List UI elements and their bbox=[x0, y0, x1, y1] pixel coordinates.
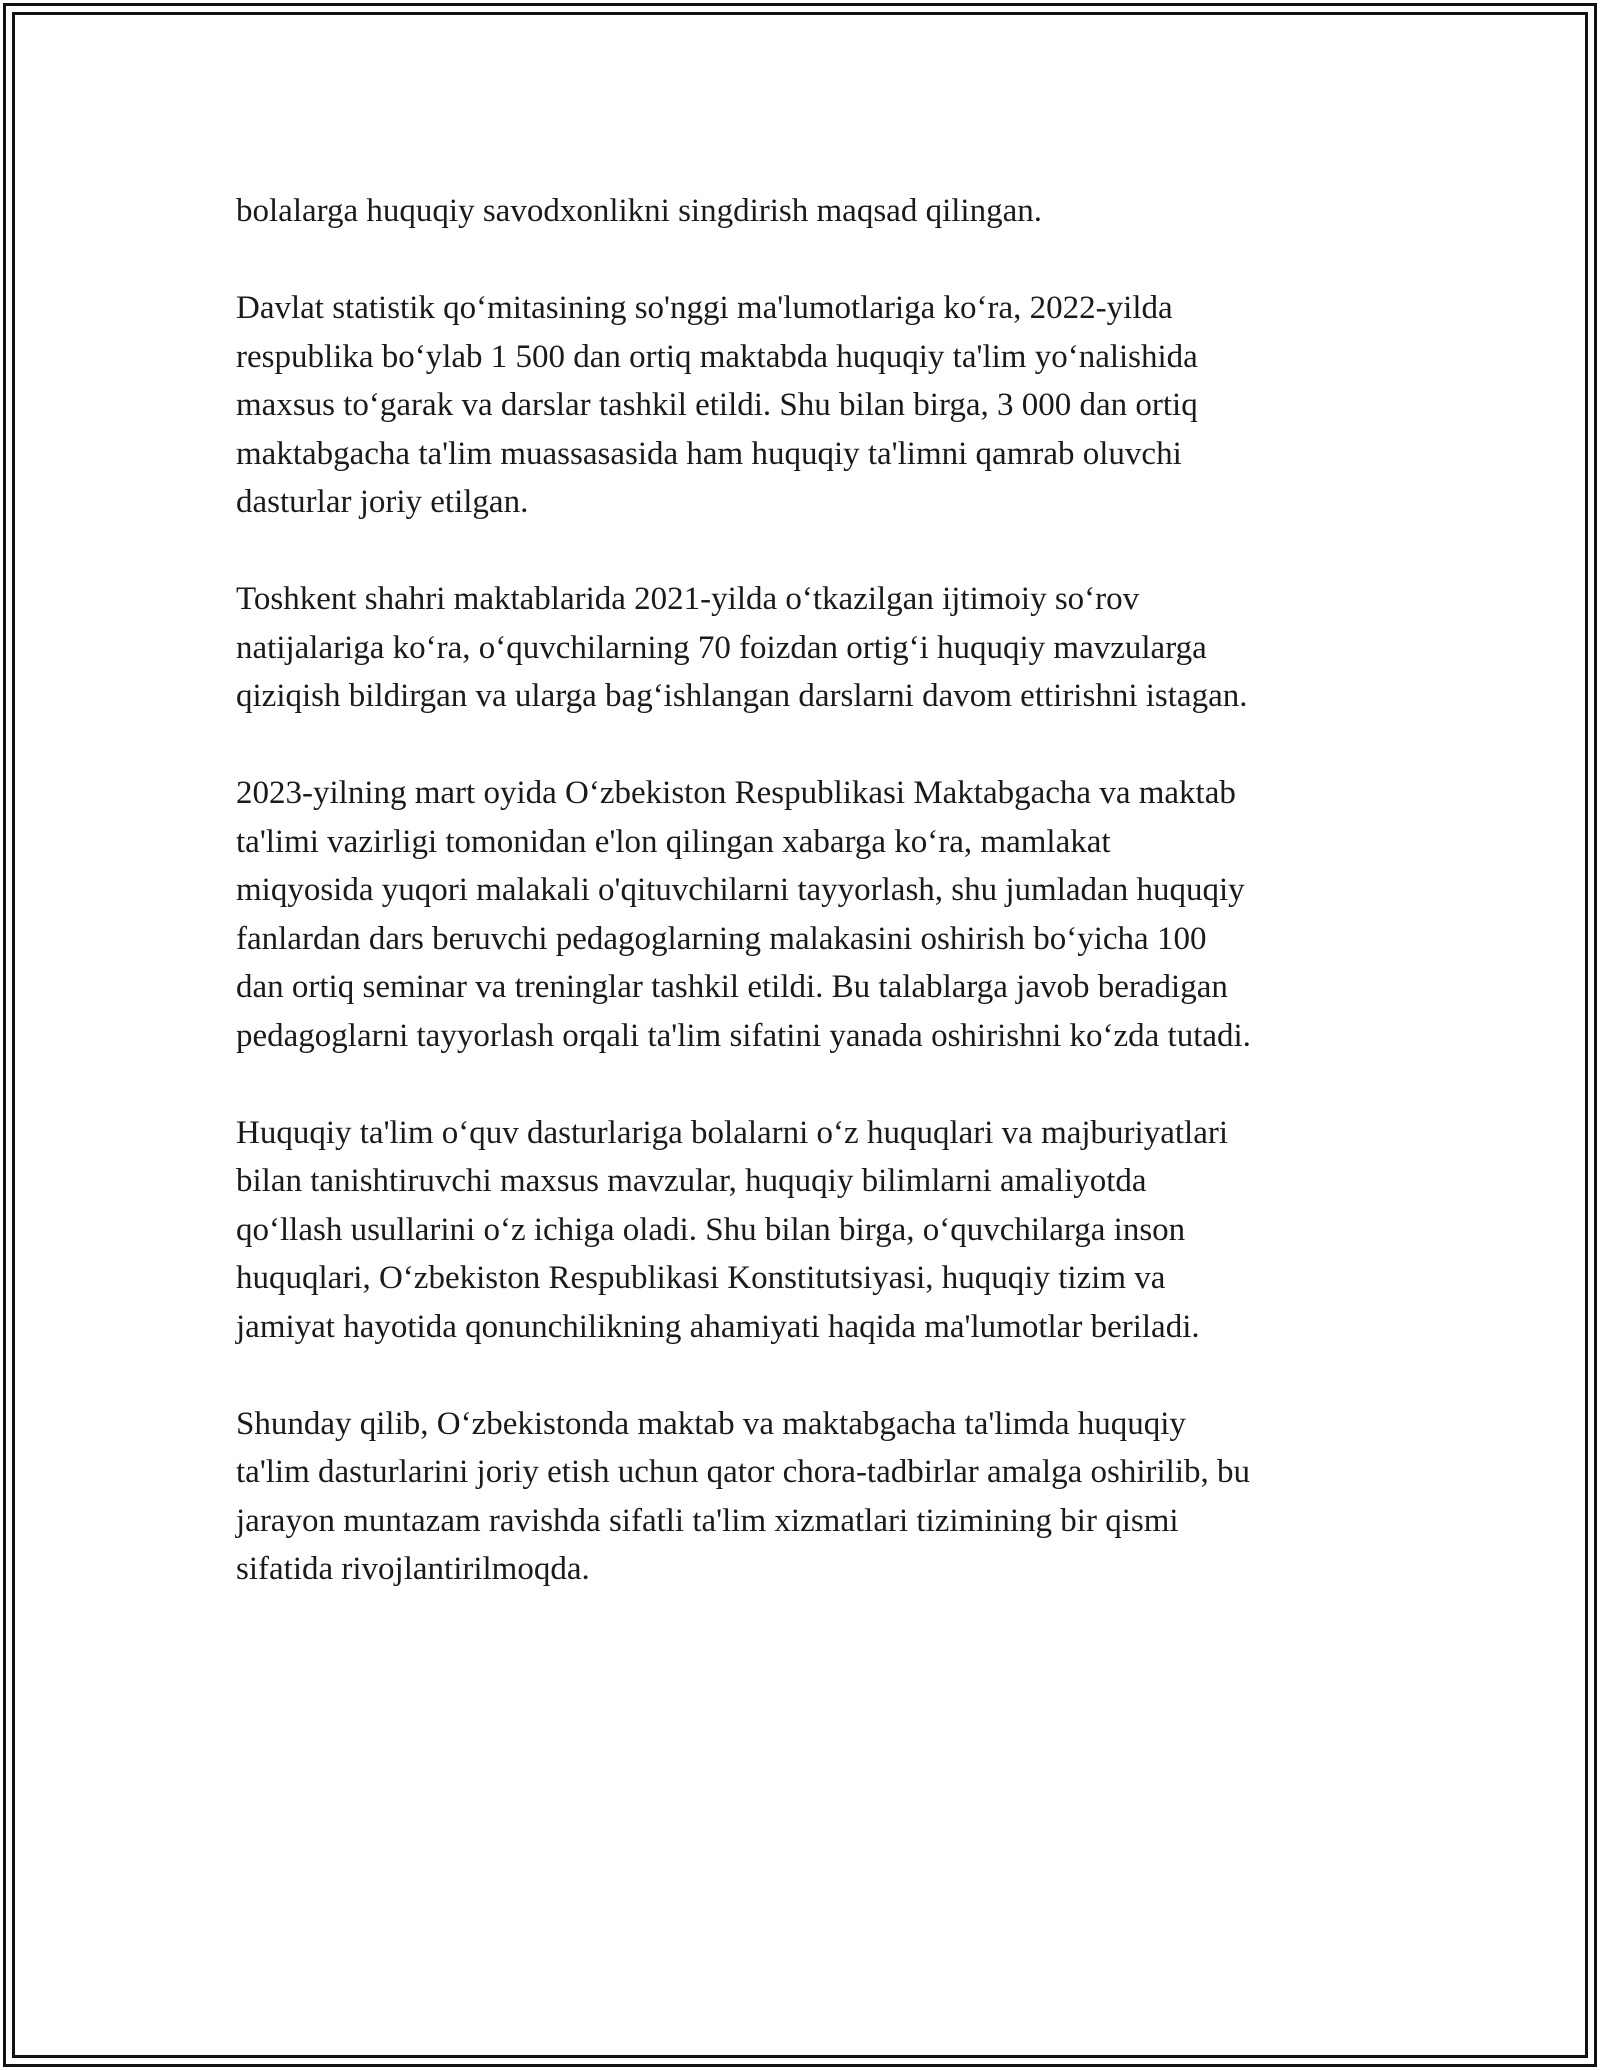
paragraph-continuation bbox=[236, 187, 1386, 236]
text-line: sifatida rivojlantirilmoqda. bbox=[236, 1551, 590, 1587]
text-line: maxsus to‘garak va darslar tashkil etildi. Shu bilan birga, 3 000 dan ortiq bbox=[236, 387, 1198, 423]
paragraph-statistics-2022 bbox=[236, 284, 1386, 527]
text-line: Davlat statistik qo‘mitasining so'nggi ma'lumotlariga ko‘ra, 2022-yilda bbox=[236, 290, 1173, 326]
text-line: maktabgacha ta'lim muassasasida ham huquqiy ta'limni qamrab oluvchi bbox=[236, 435, 1182, 472]
paragraph-tashkent-survey bbox=[236, 575, 1386, 721]
text-line: pedagoglarni tayyorlash orqali ta'lim sifatini yanada oshirishni ko‘zda tutadi. bbox=[236, 1017, 1251, 1054]
paragraph-conclusion bbox=[236, 1400, 1386, 1594]
paragraph-curriculum bbox=[236, 1109, 1386, 1352]
text-line: bilan tanishtiruvchi maxsus mavzular, huquqiy bilimlarni amaliyotda bbox=[236, 1163, 1147, 1199]
text-line: Shunday qilib, O‘zbekistonda maktab va maktabgacha ta'limda huquqiy bbox=[236, 1405, 1186, 1442]
text-line: jamiyat hayotida qonunchilikning ahamiyati haqida ma'lumotlar beriladi. bbox=[236, 1308, 1200, 1345]
text-line: qo‘llash usullarini o‘z ichiga oladi. Shu bilan birga, o‘quvchilarga inson bbox=[236, 1211, 1186, 1248]
text-line: huquqlari, O‘zbekiston Respublikasi Konstitutsiyasi, huquqiy tizim va bbox=[236, 1260, 1166, 1296]
text-line: jarayon muntazam ravishda sifatli ta'lim xizmatlari tizimining bir qismi bbox=[236, 1502, 1179, 1539]
text-line: respublika bo‘ylab 1 500 dan ortiq maktabda huquqiy ta'lim yo‘nalishida bbox=[236, 338, 1198, 375]
text-line: natijalariga ko‘ra, o‘quvchilarning 70 foizdan ortig‘i huquqiy mavzularga bbox=[236, 629, 1207, 666]
text-line: ta'lim dasturlarini joriy etish uchun qator chora-tadbirlar amalga oshirilib, bu bbox=[236, 1454, 1250, 1490]
text-line: dasturlar joriy etilgan. bbox=[236, 484, 529, 520]
text-line: ta'limi vazirligi tomonidan e'lon qilingan xabarga ko‘ra, mamlakat bbox=[236, 823, 1111, 860]
text-line: Toshkent shahri maktablarida 2021-yilda o‘tkazilgan ijtimoiy so‘rov bbox=[236, 581, 1140, 617]
text-line: Huquqiy ta'lim o‘quv dasturlariga bolalarni o‘z huquqlari va majburiyatlari bbox=[236, 1114, 1228, 1151]
text-line: qiziqish bildirgan va ularga bag‘ishlangan darslarni davom ettirishni istagan. bbox=[236, 678, 1248, 714]
paragraph-ministry-2023 bbox=[236, 769, 1386, 1060]
text-line: miqyosida yuqori malakali o'qituvchilarni tayyorlash, shu jumladan huquqiy bbox=[236, 872, 1245, 908]
text-line: 2023-yilning mart oyida O‘zbekiston Respublikasi Maktabgacha va maktab bbox=[236, 775, 1236, 811]
text-line: bolalarga huquqiy savodxonlikni singdirish maqsad qilingan. bbox=[236, 193, 1042, 229]
document-body bbox=[236, 187, 1386, 1642]
text-line: dan ortiq seminar va treninglar tashkil etildi. Bu talablarga javob beradigan bbox=[236, 969, 1228, 1005]
text-line: fanlardan dars beruvchi pedagoglarning malakasini oshirish bo‘yicha 100 bbox=[236, 920, 1207, 957]
